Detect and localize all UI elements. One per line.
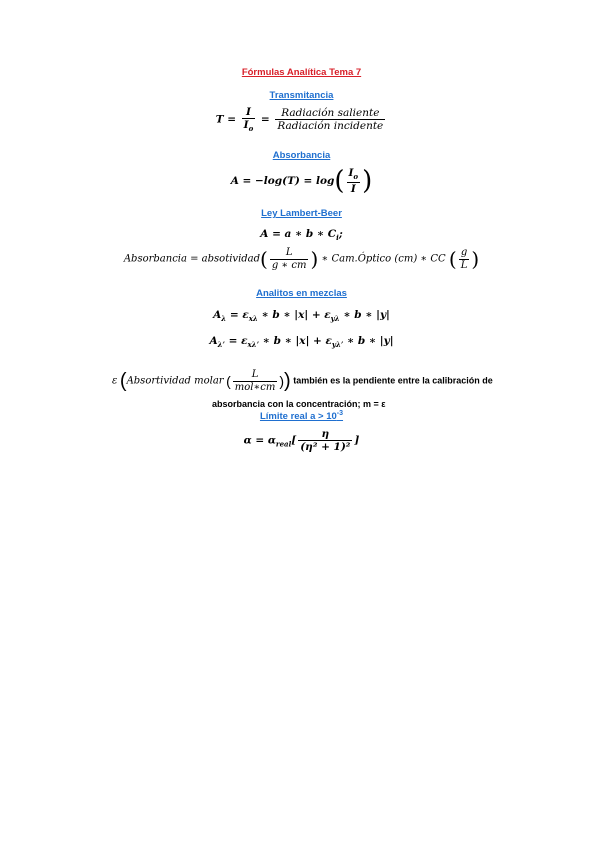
heading-analitos-mezclas: Analitos en mezclas <box>256 288 347 299</box>
heading-transmitancia: Transmitancia <box>269 90 334 101</box>
formula-absorbancia: A = −log(T) = log( $\frac{I_o}{I}$ ) <box>230 166 373 196</box>
document-title: Fórmulas Analítica Tema 7 <box>241 67 362 78</box>
formula-mezclas-2: $A_{\lambda’} = \varepsilon_{x\lambda’}$ ∗ b ∗ $|x| + \varepsilon_{y\lambda’}$ ∗ b ∗ |y| <box>209 335 394 350</box>
formula-mezclas-1: $A_\lambda = \varepsilon_{x\lambda}$ ∗ b ∗ $|x| + \varepsilon_{y\lambda}$ ∗ b ∗ |y| <box>213 309 390 324</box>
heading-absorbancia: Absorbancia <box>272 150 331 161</box>
heading-limite-real: Límite real $a > 10^{-3}$ <box>259 410 344 423</box>
heading-lambert-beer: Ley Lambert-Beer <box>261 208 342 219</box>
formula-lambert-2: Absorbancia = absotividad( $\frac{L}{g ∗ cm}$ ) ∗ Cam.Óptico (cm) ∗ CC ( $\frac{g}{L}$ ) <box>123 247 480 271</box>
formula-lambert-1: A = a ∗ b ∗ $C_i$; <box>260 228 343 243</box>
formula-limite-real: $\alpha = \alpha_{real}$[ $\frac{\eta}{\text{(η² + 1)²}}$ ] <box>243 428 360 454</box>
epsilon-note: ε (Absortividad molar ( $\frac{L}{\text{mol∗cm}}$ )) también es la pendiente entre la calibración de absorbancia con la concentración; m = ε <box>112 369 493 409</box>
formula-transmitancia: T = $\frac{I}{I_o}$ = $\frac{\text{Radiación saliente}}{\text{Radiación incidente}}$ <box>215 106 384 134</box>
